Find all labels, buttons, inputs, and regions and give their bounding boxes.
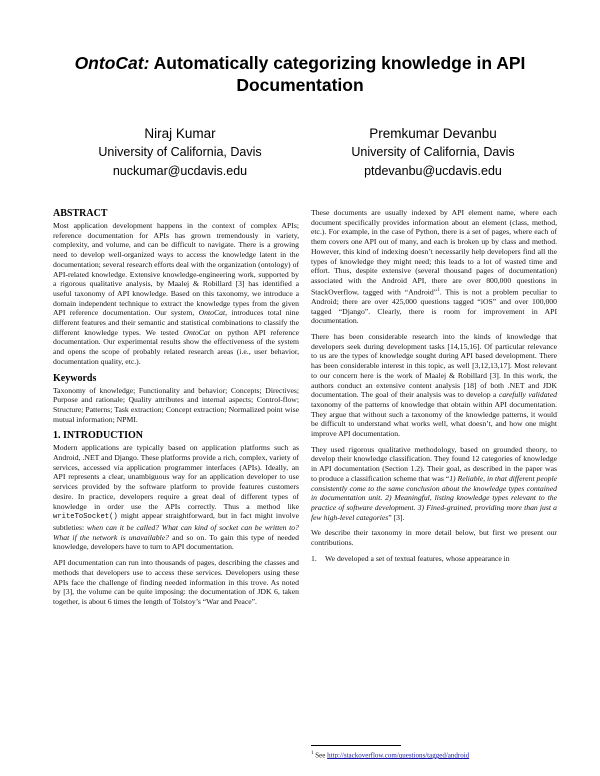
intro-paragraph-2: API documentation can run into thousands of pages, describing the classes and methods that developers use to access these services. Developers using these APIs face the challenge of finding needed information in this trove. As noted by [3], the volume can be quite imposing: the documentation of JDK 6, taken together, is about 6 times the length of Tolstoy’s “War and Peace”. xyxy=(53,558,299,606)
body-text: ” [3]. xyxy=(388,512,405,522)
body-italic-text: carefully validated xyxy=(498,390,557,400)
left-column xyxy=(53,208,299,613)
abstract-text: , introduces total nine different features and their semantic and statistical combinations to classify the different knowledge types. We tested xyxy=(53,308,300,337)
title-system-name: OntoCat: xyxy=(74,53,150,73)
list-text: We developed a set of textual features, whose appearance in xyxy=(325,553,510,563)
keywords-text: Taxonomy of knowledge; Functionality and behavior; Concepts; Directives; Purpose and rationale; Quality attributes and internal aspects; Control-flow; Structure; Patterns; Task extraction; Concept extraction; Normalized point wise mutual information; NPMI. xyxy=(53,385,299,424)
body-text: These documents are usually indexed by API element name, where each document specifically provides information about an element (class, method, etc.). For example, in the case of Python, there is a set of pages, where each of them covers one API out of many, and each is broken up by class and method. However, this kind of indexing doesn’t necessarily help developers find all the types of knowledge they might need; this leads to a lot of wasted time and effort. Thus, despite extensive (several thousand pages of documentation) associated with the Android API, there are over 800,000 questions in StackOverflow, tagged with “Android” xyxy=(311,208,557,297)
footnote-divider xyxy=(311,745,401,746)
intro-italic-text: when can it be called? What can kind of socket can be written to? What if the network is unavailable? xyxy=(53,522,299,542)
author-affiliation: University of California, Davis xyxy=(351,145,515,159)
author-name: Niraj Kumar xyxy=(144,126,216,141)
footnote-number: 1 xyxy=(311,751,314,756)
right-column xyxy=(311,208,557,563)
body-text: taxonomy of the patterns of knowledge that obtain within API documentation. They argue that without such a taxonomy of the knowledge patterns, it would be difficult to understand what works well, what doesn’t, and how one might improve API documentation. xyxy=(311,399,557,439)
inline-code: writeToSocket() xyxy=(53,513,118,522)
introduction-heading: 1. INTRODUCTION xyxy=(53,430,144,442)
footnote-link[interactable]: http://stackoverflow.com/questions/tagged/android xyxy=(327,751,470,760)
abstract-text: on python API reference documentation. Our experimental results show the effectiveness of the system and opens the scope of probably related research areas (i.e., user behavior, documentation quality, etc.). xyxy=(53,327,299,366)
quoted-criteria: 1) Reliable, in that different people consistently come to the same conclusion about the knowledge types contained in documentation unit. 2) Meaningful, listing knowledge types relevant to the practice of software development. 3) Fined-grained, providing more than just a few high-level categories xyxy=(311,473,558,522)
intro-paragraph-1 xyxy=(53,443,299,552)
body-paragraph-2 xyxy=(311,332,557,439)
author-email: nuckumar@ucdavis.edu xyxy=(112,164,248,178)
abstract-paragraph xyxy=(53,221,299,367)
author-email: ptdevanbu@ucdavis.edu xyxy=(364,164,502,178)
abstract-heading: ABSTRACT xyxy=(53,208,108,219)
abstract-text: Most application development happens in the context of complex APIs; reference documentation for APIs has grown tremendously in variety, complexity, and volume, and can be difficult to navigate. There is a growing need to develop well-organized ways to access the knowledge latent in the documentation; several research efforts deal with the organization (ontology) of API-related knowledge. Extensive knowledge-engineering work, supported by a rigorous qualitative analysis, by Maalej & Robillard [3] has identified a useful taxonomy of API knowledge. Based on this taxonomy, we introduce a domain independent technique to extract the knowledge types from the given API reference documentation. Our system, xyxy=(53,221,299,318)
intro-text: and so on. To gain this type of needed knowledge, developers have to turn to API documentation. xyxy=(53,532,299,552)
footnote-marker: 1 xyxy=(437,287,440,293)
author-name: Premkumar Devanbu xyxy=(369,126,497,141)
body-paragraph-1 xyxy=(311,208,557,326)
author-block-2 xyxy=(318,124,548,181)
body-paragraph-4: We describe their taxonomy in more detail below, but first we present our contributions. xyxy=(311,528,557,548)
author-block-1 xyxy=(65,124,295,181)
list-number: 1. xyxy=(311,553,317,563)
title-text: Automatically categorizing knowledge in API Documentation xyxy=(149,53,526,95)
contribution-list-item xyxy=(311,554,557,564)
system-name: OntoCat xyxy=(198,308,226,318)
body-text: They used rigorous qualitative methodology, based on grounded theory, to develop their knowledge classification. They found 12 categories of knowledge in API documentation (Section 1.2). Their goal, as described in the paper was to produce a classification scheme that was “ xyxy=(311,444,557,483)
paper-title xyxy=(40,52,560,96)
footnote xyxy=(311,749,571,760)
keywords-heading: Keywords xyxy=(53,372,97,384)
author-affiliation: University of California, Davis xyxy=(98,145,262,159)
body-text: . This is not a problem peculiar to Android; there are over 425,000 questions tagged “iOS” and over 100,000 tagged “Django”. Clearly, there is room for improvement in API documentation. xyxy=(311,287,557,326)
body-paragraph-3 xyxy=(311,445,557,523)
intro-text: Modern applications are typically based on application platforms such as Android, .NET and Django. These platforms provide a rich, complex, variety of services, accessed via application programmer interfaces (APIs). Ideally, an API represents a clear, unambiguous way for an application developer to use services provided by the software platform to provide features customers desire. In practice, developers require a great deal of different types of knowledge in order use the APIs correctly. Thus a method like xyxy=(53,443,299,511)
footnote-label: See xyxy=(313,751,328,760)
system-name: OntoCat xyxy=(183,327,210,337)
body-text: There has been considerable research into the kinds of knowledge that developers seek during development tasks [14,15,16]. Of particular relevance to us are the types of knowledge sought during API based development. There has been considerable interest in this topic, as well [3,12,13,17]. Most relevant to our concern here is the work of Maalej & Robillard [3]. In this work, the authors conduct an extensive content analysis [18] of both .NET and JDK documentation. The goal of their analysis was to develop a xyxy=(311,332,557,400)
intro-text: might appear straightforward, but in fact might involve subtleties: xyxy=(53,511,299,532)
